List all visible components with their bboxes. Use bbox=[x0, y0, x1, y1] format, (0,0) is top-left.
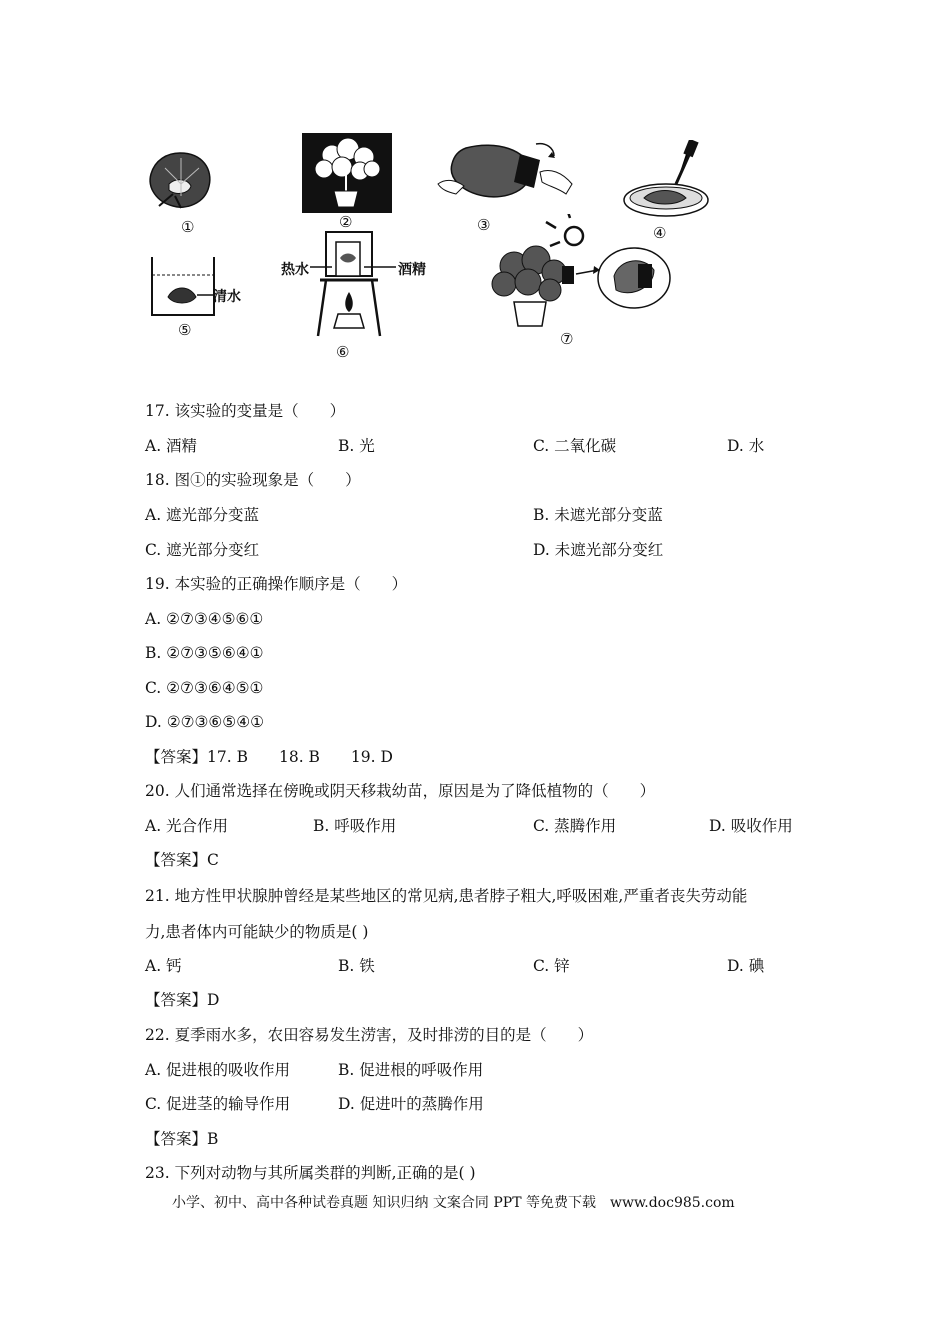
q17-option-a: A. 酒精 bbox=[145, 437, 198, 455]
rinse-beaker-illustration bbox=[150, 255, 218, 319]
panel-label-3: ③ bbox=[477, 216, 491, 234]
panel-label-2: ② bbox=[339, 213, 353, 231]
hot-water-pointer bbox=[310, 265, 332, 269]
q19-stem: 19. 本实验的正确操作顺序是（ ） bbox=[145, 575, 408, 593]
light-exposure-illustration bbox=[484, 214, 674, 334]
q19-option-b: B. ②⑦③⑤⑥④① bbox=[145, 644, 264, 662]
q21-option-d: D. 碘 bbox=[727, 957, 765, 975]
answer-20: 【答案】C bbox=[145, 851, 219, 869]
water-pointer bbox=[197, 293, 213, 297]
q21-option-a: A. 钙 bbox=[145, 957, 182, 975]
q18-option-b: B. 未遮光部分变蓝 bbox=[533, 506, 663, 524]
answer-22: 【答案】B bbox=[145, 1130, 219, 1148]
q21-option-b: B. 铁 bbox=[338, 957, 375, 975]
q22-option-c: C. 促进茎的输导作用 bbox=[145, 1095, 291, 1113]
answer-21: 【答案】D bbox=[145, 991, 220, 1009]
iodine-drop-illustration bbox=[620, 140, 710, 222]
q18-option-d: D. 未遮光部分变红 bbox=[533, 541, 664, 559]
q19-option-a: A. ②⑦③④⑤⑥① bbox=[145, 610, 264, 628]
q22-option-d: D. 促进叶的蒸腾作用 bbox=[338, 1095, 484, 1113]
hot-water-label: 热水 bbox=[281, 262, 309, 278]
water-label: 清水 bbox=[213, 289, 241, 305]
panel-label-6: ⑥ bbox=[336, 343, 350, 361]
q21-stem-line1: 21. 地方性甲状腺肿曾经是某些地区的常见病,患者脖子粗大,呼吸困难,严重者丧失劳动能 bbox=[145, 887, 748, 905]
cover-leaf-illustration bbox=[436, 138, 576, 213]
q21-stem-line2: 力,患者体内可能缺少的物质是( ) bbox=[145, 923, 369, 941]
panel-label-4: ④ bbox=[653, 224, 667, 242]
q20-option-a: A. 光合作用 bbox=[145, 817, 229, 835]
q18-option-a: A. 遮光部分变蓝 bbox=[145, 506, 260, 524]
q17-option-d: D. 水 bbox=[727, 437, 765, 455]
dark-treatment-illustration bbox=[302, 133, 392, 213]
leaf-result-illustration bbox=[145, 148, 215, 214]
alcohol-pointer bbox=[364, 265, 396, 269]
q22-option-b: B. 促进根的呼吸作用 bbox=[338, 1061, 484, 1079]
panel-label-7: ⑦ bbox=[560, 330, 574, 348]
panel-label-1: ① bbox=[181, 218, 195, 236]
q20-option-d: D. 吸收作用 bbox=[709, 817, 793, 835]
q19-option-c: C. ②⑦③⑥④⑤① bbox=[145, 679, 264, 697]
q22-stem: 22. 夏季雨水多，农田容易发生涝害，及时排涝的目的是（ ） bbox=[145, 1026, 594, 1044]
q19-option-d: D. ②⑦③⑥⑤④① bbox=[145, 713, 264, 731]
q17-option-b: B. 光 bbox=[338, 437, 375, 455]
q21-option-c: C. 锌 bbox=[533, 957, 570, 975]
q18-option-c: C. 遮光部分变红 bbox=[145, 541, 260, 559]
q23-stem: 23. 下列对动物与其所属类群的判断,正确的是( ) bbox=[145, 1164, 476, 1182]
q22-option-a: A. 促进根的吸收作用 bbox=[145, 1061, 291, 1079]
page-footer: 小学、初中、高中各种试卷真题 知识归纳 文案合同 PPT 等免费下载 www.doc985.com bbox=[172, 1195, 735, 1211]
q17-stem: 17. 该实验的变量是（ ） bbox=[145, 402, 346, 420]
q20-option-b: B. 呼吸作用 bbox=[313, 817, 397, 835]
q18-stem: 18. 图①的实验现象是（ ） bbox=[145, 471, 361, 489]
answer-17-19: 【答案】17. B 18. B 19. D bbox=[145, 748, 393, 766]
panel-label-5: ⑤ bbox=[178, 321, 192, 339]
alcohol-bath-illustration bbox=[314, 228, 384, 340]
q17-option-c: C. 二氧化碳 bbox=[533, 437, 617, 455]
alcohol-label: 酒精 bbox=[398, 262, 426, 278]
q20-stem: 20. 人们通常选择在傍晚或阴天移栽幼苗，原因是为了降低植物的（ ） bbox=[145, 782, 656, 800]
q20-option-c: C. 蒸腾作用 bbox=[533, 817, 617, 835]
